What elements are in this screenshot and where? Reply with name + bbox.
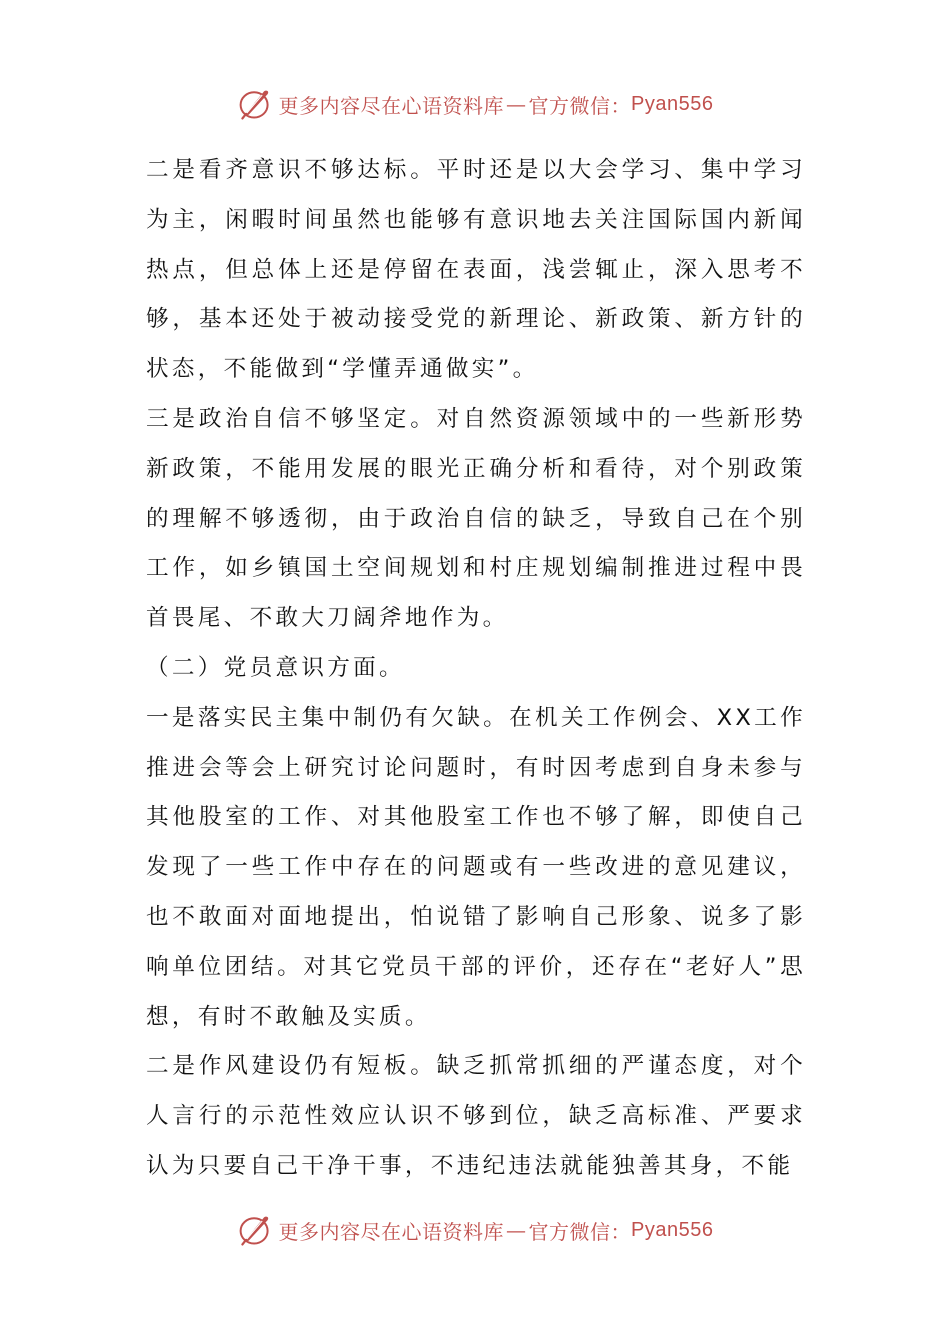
paragraph-alignment-awareness: 二是看齐意识不够达标。平时还是以大会学习、集中学习为主，闲暇时间虽然也能够有意识地去关注国际国内新闻热点，但总体上还是停留在表面，浅尝辄止，深入思考不够，基本还处于被动接受党的新理论、新政策、新方针的状态，不能做到“学懂弄通做实”。 (146, 157, 806, 383)
quill-pen-logo-icon (237, 86, 273, 122)
header-banner-wechat-label: 官方微信： (528, 93, 632, 118)
header-banner-wechat-id: Pyan556 (631, 92, 714, 115)
footer-banner-wechat-id: Pyan556 (631, 1218, 714, 1241)
paragraph-work-style: 二是作风建设仍有短板。缺乏抓常抓细的严谨态度，对个人言行的示范性效应认识不够到位，缺乏高标准、严要求认为只要自己干净干事，不违纪违法就能独善其身，不能 (146, 1053, 806, 1179)
footer-banner-wechat-label: 官方微信： (528, 1219, 632, 1244)
header-banner-separator: — (506, 92, 527, 116)
footer-banner-separator: — (506, 1218, 527, 1242)
section-heading-party-member-awareness: （二）党员意识方面。 (146, 654, 405, 681)
footer-banner-title: 更多内容尽在心语资料库 (278, 1219, 505, 1244)
footer-watermark-banner (0, 1208, 950, 1252)
paragraph-political-confidence: 三是政治自信不够坚定。对自然资源领域中的一些新形势新政策，不能用发展的眼光正确分析和看待，对个别政策的理解不够透彻，由于政治自信的缺乏，导致自己在个别工作，如乡镇国土空间规划和村庄规划编制推进过程中畏首畏尾、不敢大刀阔斧地作为。 (146, 405, 806, 632)
paragraph-democratic-centralism: 一是落实民主集中制仍有欠缺。在机关工作例会、XX工作推进会等会上研究讨论问题时，有时因考虑到自身未参与其他股室的工作、对其他股室工作也不够了解，即使自己发现了一些工作中存在的问题或有一些改进的意见建议，也不敢面对面地提出，怕说错了影响自己形象、说多了影响单位团结。对其它党员干部的评价，还存在“老好人”思想，有时不敢触及实质。 (146, 704, 806, 1030)
quill-pen-logo-icon (237, 1212, 273, 1248)
document-body (146, 146, 806, 1192)
header-watermark-banner (0, 82, 950, 126)
header-banner-title: 更多内容尽在心语资料库 (278, 93, 505, 118)
